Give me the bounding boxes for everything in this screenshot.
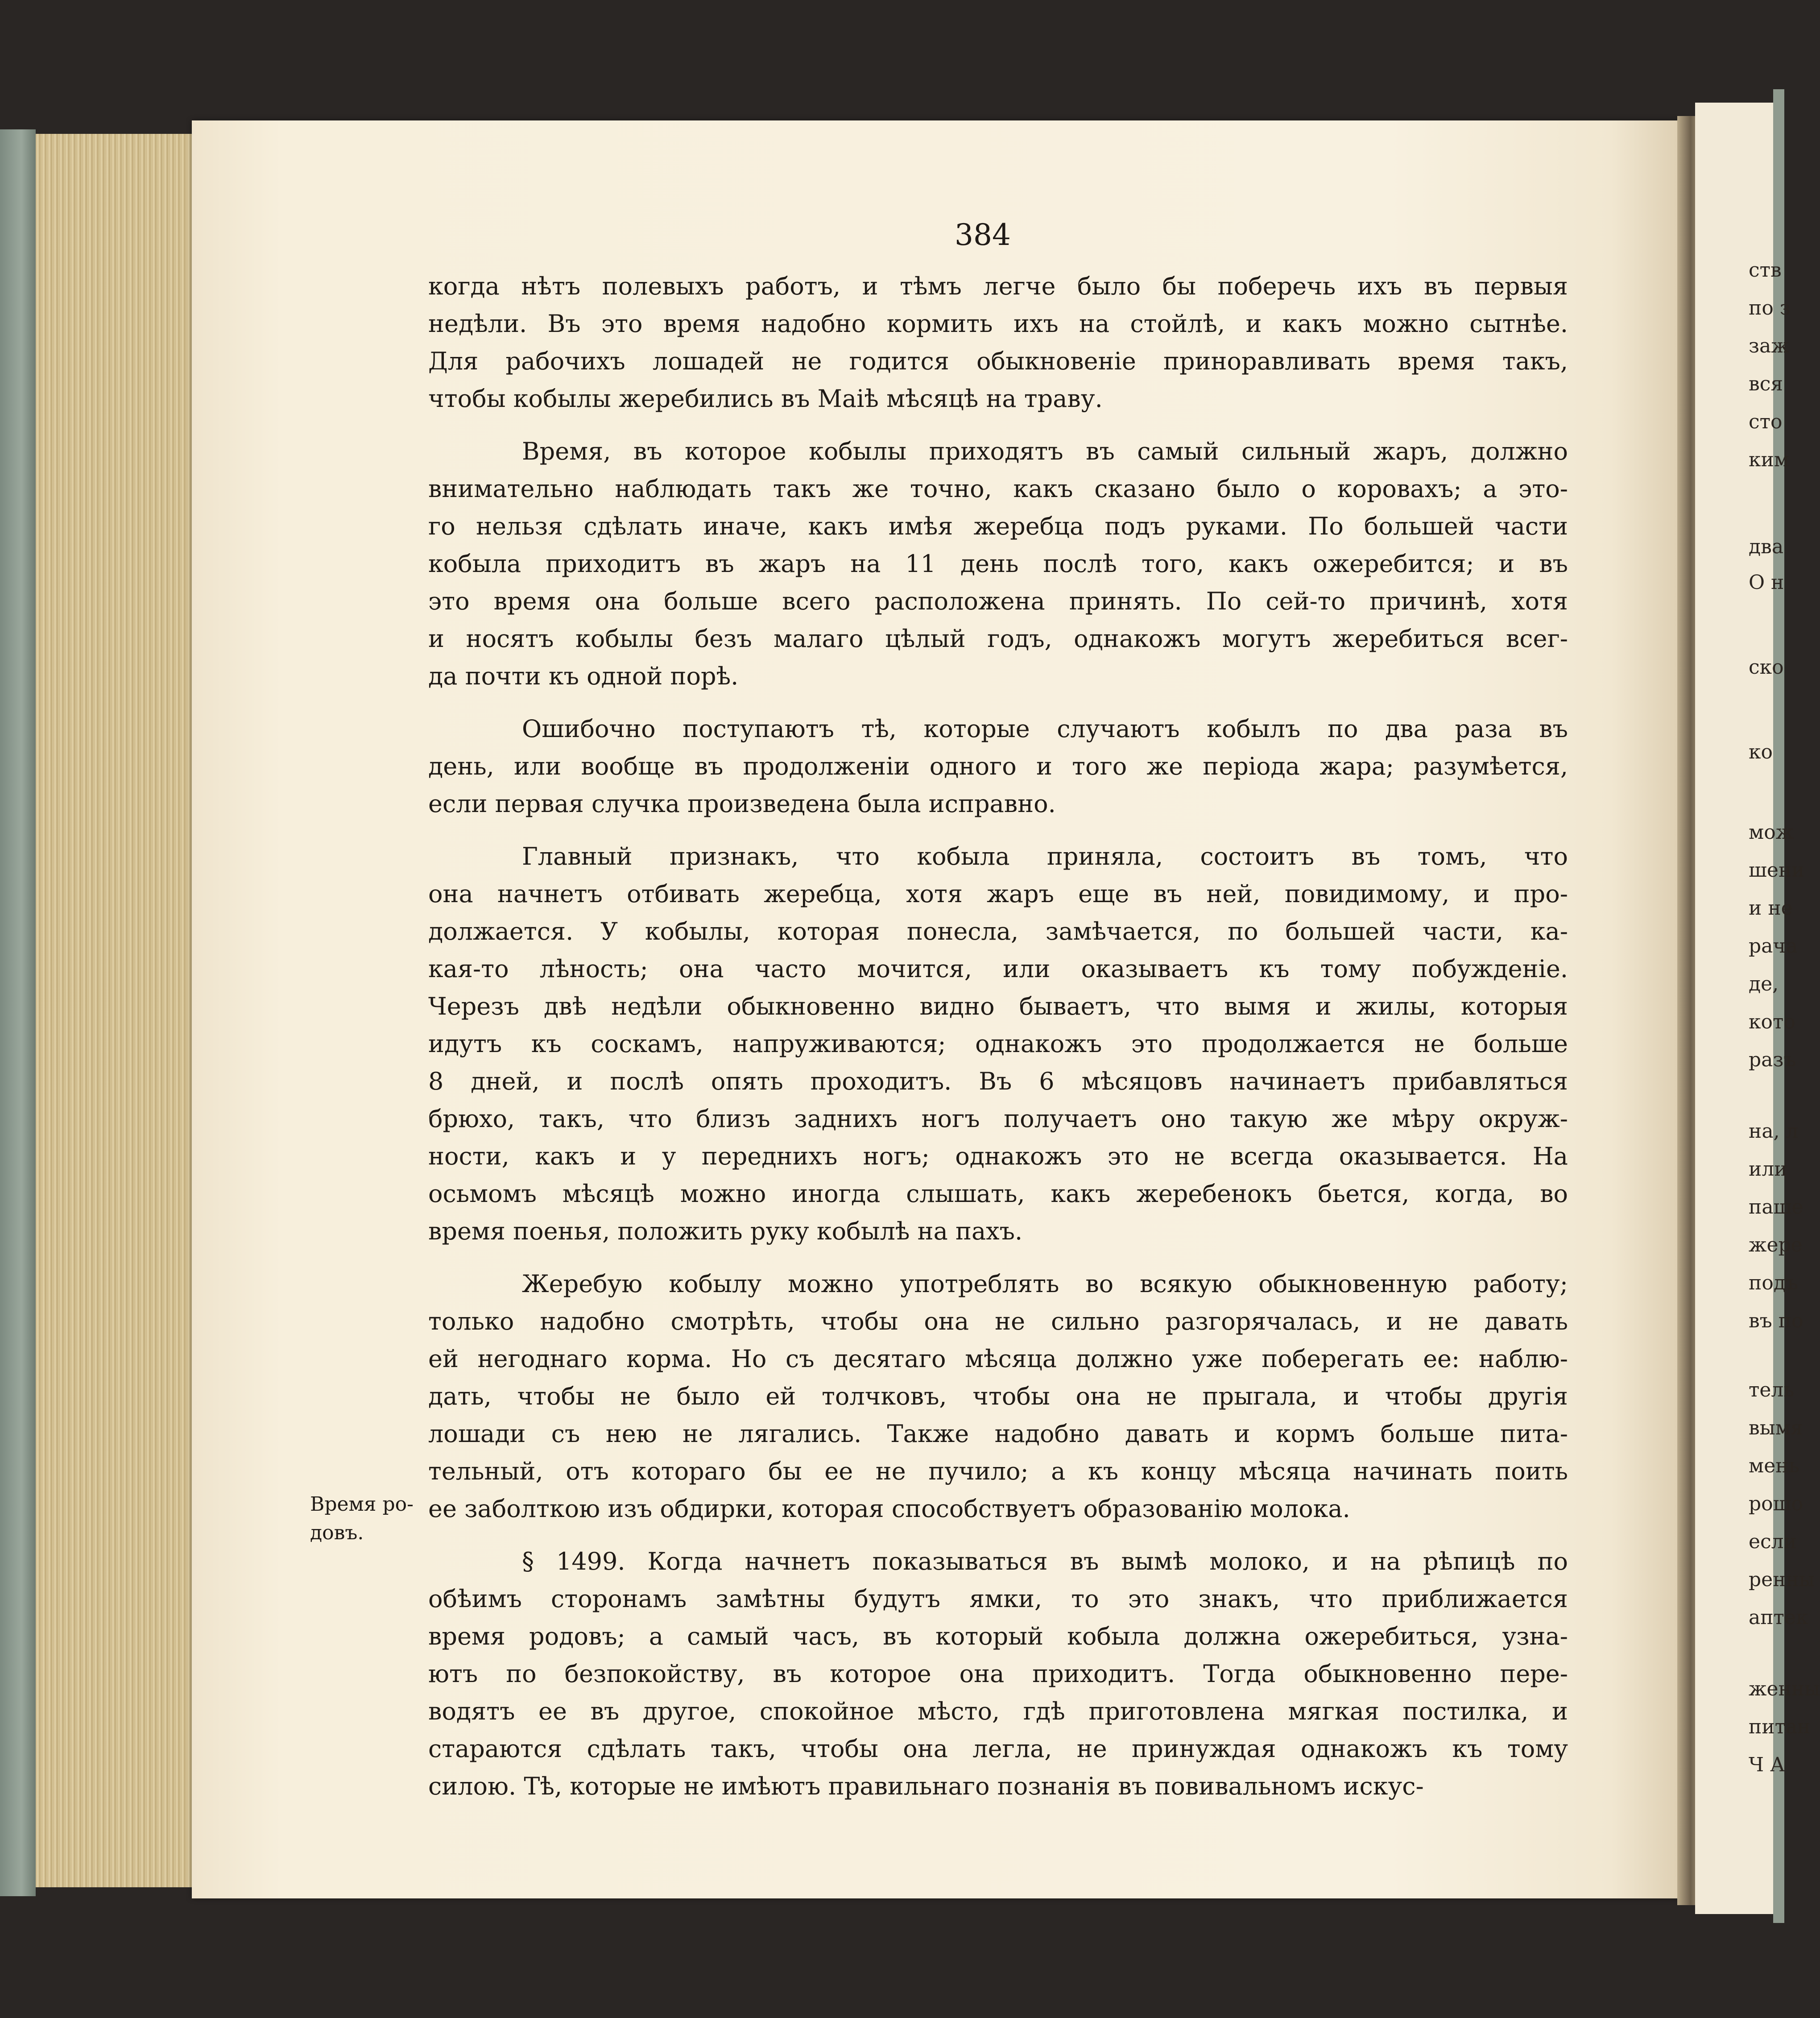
next-page-fragment: тель	[1749, 1379, 1795, 1401]
next-page-fragment: ств	[1749, 259, 1782, 282]
next-page-fragment: ренны	[1749, 1568, 1815, 1591]
main-text	[428, 268, 1568, 1805]
page-number: 384	[955, 218, 1011, 252]
text-line: Для рабочихъ лошадей не годится обыкновеніе приноравливать время такъ,	[428, 347, 1568, 375]
text-line: брюхо, такъ, что близъ заднихъ ногъ получаетъ оно такую же мѣру окруж-	[428, 1105, 1568, 1133]
page-edges	[36, 134, 196, 1887]
next-page-fragment: подъ	[1749, 1272, 1798, 1294]
text-line: стараются сдѣлать такъ, чтобы она легла, не принуждая однакожъ къ тому	[428, 1735, 1568, 1763]
text-line: осьмомъ мѣсяцѣ можно иногда слышать, какъ жеребенокъ бьется, когда, во	[428, 1180, 1568, 1208]
next-page-fragment: мень	[1749, 1454, 1799, 1477]
text-line: идутъ къ соскамъ, напруживаются; однакожъ это продолжается не больше	[428, 1030, 1568, 1058]
text-line: только надобно смотрѣть, чтобы она не сильно разгорячалась, и не давать	[428, 1307, 1568, 1335]
text-line: го нельзя сдѣлать иначе, какъ имѣя жеребца подъ руками. По большей части	[428, 512, 1568, 540]
next-page-fragment: О н	[1749, 571, 1784, 594]
next-page-fragment: въ по	[1749, 1309, 1803, 1332]
text-line: водятъ ее въ другое, спокойное мѣсто, гдѣ приготовлена мягкая постилка, и	[428, 1697, 1568, 1725]
text-line: Главный признакъ, что кобыла приняла, состоитъ въ томъ, что	[522, 842, 1568, 870]
text-line: время поенья, положить руку кобылѣ на пахъ.	[428, 1217, 1023, 1245]
next-page-fragment: или	[1749, 1158, 1787, 1181]
text-line: тельный, отъ котораго бы ее не пучило; а къ концу мѣсяца начинать поить	[428, 1457, 1568, 1485]
text-line: должается. У кобылы, которая понесла, замѣчается, по большей части, ка-	[428, 917, 1568, 945]
next-page-fragment: и не	[1749, 897, 1793, 920]
text-line: ей негоднаго корма. Но съ десятаго мѣсяца должно уже поберегать ее: наблю-	[428, 1345, 1568, 1373]
text-line: лошади съ нею не лягались. Также надобно давать и кормъ больше пита-	[428, 1420, 1568, 1448]
paragraph	[428, 1265, 1568, 1528]
next-page-fragment: сто	[1749, 410, 1783, 433]
text-line: ности, какъ и у переднихъ ногъ; однакожъ это не всегда оказывается. На	[428, 1142, 1568, 1170]
text-line: и носятъ кобылы безъ малаго цѣлый годъ, однакожъ могутъ жеребиться всег-	[428, 625, 1568, 653]
next-page-fragment: Ч А	[1749, 1753, 1785, 1776]
paragraph-gap	[428, 1528, 1568, 1543]
text-line: она начнетъ отбивать жеребца, хотя жаръ еще въ ней, повидимому, и про-	[428, 880, 1568, 908]
text-line: внимательно наблюдать такъ же точно, какъ сказано было о коровахъ; а это-	[428, 475, 1568, 503]
text-line: кая-то лѣность; она часто мочится, или оказываетъ къ тому побужденіе.	[428, 955, 1568, 983]
text-line: дать, чтобы не было ей толчковъ, чтобы она не прыгала, и чтобы другія	[428, 1382, 1568, 1410]
next-page-fragment: жере	[1749, 1234, 1803, 1256]
next-page-fragment: заж	[1749, 335, 1789, 357]
next-page-fragment: два	[1749, 535, 1784, 558]
next-page-fragment: ким	[1749, 448, 1790, 471]
text-line: когда нѣтъ полевыхъ работъ, и тѣмъ легче было бы поберечь ихъ въ первыя	[428, 272, 1568, 300]
text-line: силою. Тѣ, которые не имѣютъ правильнаго познанія въ повивальномъ искус-	[428, 1772, 1424, 1800]
next-page-fragment: ко	[1749, 741, 1773, 763]
book-cover-right	[1773, 89, 1784, 1923]
next-page-fragment: ско	[1749, 656, 1784, 679]
text-line: кобыла приходитъ въ жаръ на 11 день послѣ того, какъ ожеребится; и въ	[428, 550, 1568, 578]
next-page-fragment: аптек	[1749, 1606, 1808, 1629]
next-page-fragment: рошо	[1749, 1492, 1803, 1515]
text-line: день, или вообще въ продолженіи одного и того же періода жара; разумѣется,	[428, 752, 1568, 780]
next-page-fragment: паше	[1749, 1196, 1803, 1218]
next-page-fragment: на, л	[1749, 1120, 1799, 1143]
paragraph-gap	[428, 823, 1568, 838]
book-cover-left	[0, 129, 36, 1896]
text-line: ее заболткою изъ обдирки, которая способствуетъ образованію молока.	[428, 1495, 1350, 1523]
margin-note-line-1: Время ро-	[310, 1493, 414, 1516]
text-line: время родовъ; а самый часъ, въ который кобыла должна ожеребиться, узна-	[428, 1622, 1568, 1650]
paragraph-gap	[428, 418, 1568, 433]
paragraph-gap	[428, 1250, 1568, 1265]
text-line: обѣимъ сторонамъ замѣтны будутъ ямки, то это знакъ, что приближается	[428, 1585, 1568, 1613]
paragraph	[428, 838, 1568, 1250]
paragraph	[428, 710, 1568, 823]
text-line: да почти къ одной порѣ.	[428, 662, 739, 690]
next-page-fragment: кото	[1749, 1011, 1795, 1033]
text-line: Время, въ которое кобылы приходятъ въ самый сильный жаръ, должно	[522, 437, 1568, 465]
paragraph	[428, 433, 1568, 695]
next-page-fragment: женны	[1749, 1678, 1820, 1700]
margin-note-line-2: довъ.	[310, 1521, 364, 1544]
text-line: ютъ по безпокойству, въ которое она приходитъ. Тогда обыкновенно пере-	[428, 1660, 1568, 1688]
next-page-fragment: вымя	[1749, 1417, 1803, 1439]
next-page-fragment: де,	[1749, 973, 1779, 995]
text-line: Черезъ двѣ недѣли обыкновенно видно бываетъ, что вымя и жилы, которыя	[428, 992, 1568, 1020]
next-page-fragment: рача	[1749, 935, 1798, 957]
paragraph	[428, 1543, 1568, 1805]
margin-note	[310, 1490, 414, 1547]
text-line: 8 дней, и послѣ опять проходитъ. Въ 6 мѣсяцовъ начинаетъ прибавляться	[428, 1067, 1568, 1095]
text-line: чтобы кобылы жеребились въ Маіѣ мѣсяцѣ на траву.	[428, 385, 1103, 413]
next-page-fragment: разъ	[1749, 1048, 1796, 1071]
paragraph	[428, 268, 1568, 418]
next-page-fragment: питан	[1749, 1716, 1811, 1738]
paragraph-gap	[428, 695, 1568, 710]
text-line: это время она больше всего расположена принять. По сей-то причинѣ, хотя	[428, 587, 1568, 615]
next-page-fragment: по з	[1749, 297, 1791, 319]
text-line: Жеребую кобылу можно употреблять во всякую обыкновенную работу;	[522, 1270, 1568, 1298]
next-page-fragment: вся	[1749, 373, 1783, 395]
next-page-fragment: шени	[1749, 859, 1805, 882]
text-line: Ошибочно поступаютъ тѣ, которые случаютъ кобылъ по два раза въ	[522, 715, 1568, 743]
next-page-fragment: мож	[1749, 821, 1794, 844]
text-line: если первая случка произведена была исправно.	[428, 790, 1056, 818]
text-line: § 1499. Когда начнетъ показываться въ вымѣ молоко, и на рѣпицѣ по	[522, 1547, 1568, 1575]
text-line: недѣли. Въ это время надобно кормить ихъ на стойлѣ, и какъ можно сытнѣе.	[428, 310, 1568, 338]
next-page-fragment: если	[1749, 1530, 1797, 1553]
